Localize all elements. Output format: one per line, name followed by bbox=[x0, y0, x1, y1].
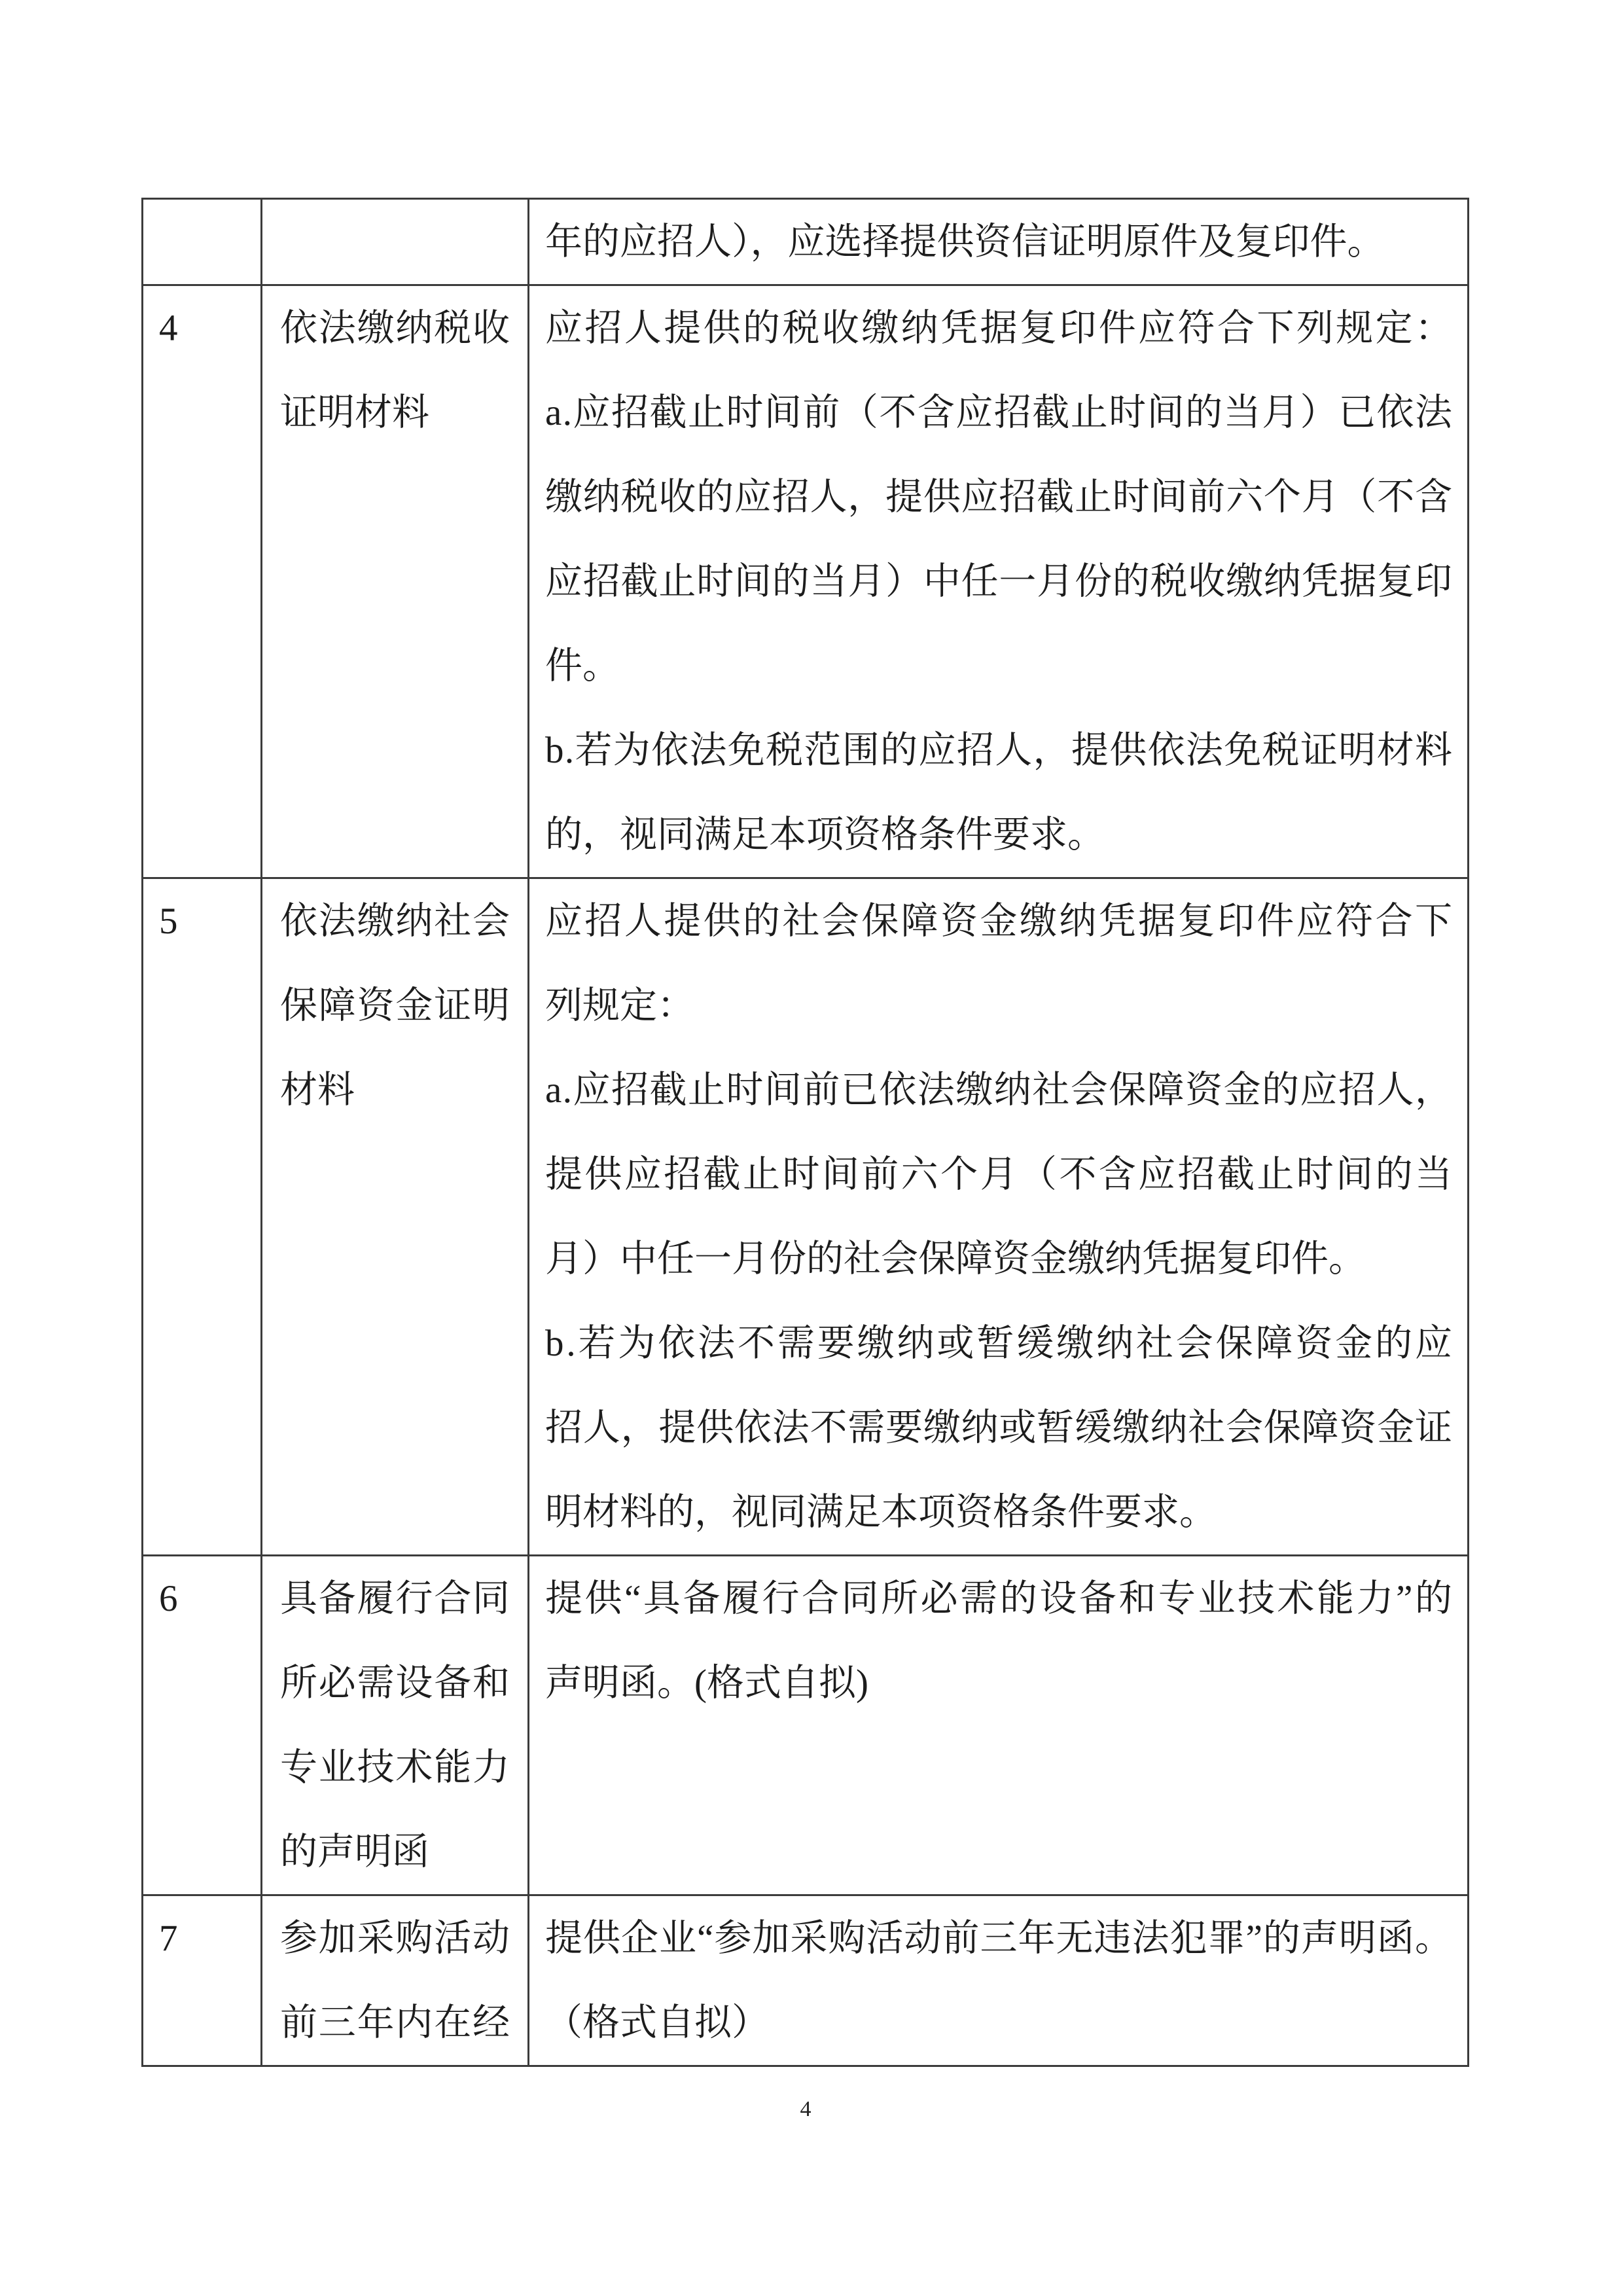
item-line: 具备履行合同 bbox=[280, 1578, 511, 1619]
requirement-line: 的，视同满足本项资格条件要求。 bbox=[545, 814, 1105, 855]
requirement-cell bbox=[529, 1556, 1469, 1895]
requirement-line: b.若为依法不需要缴纳或暂缓缴纳社会保障资金的应 bbox=[545, 1323, 1455, 1364]
item-cell bbox=[262, 1895, 529, 2066]
item-cell bbox=[262, 199, 529, 285]
requirement-paragraph bbox=[545, 370, 1452, 708]
item-cell bbox=[262, 878, 529, 1556]
requirement-paragraph bbox=[545, 708, 1452, 877]
requirement-paragraph bbox=[545, 879, 1455, 1048]
requirement-line: a.应招截止时间前（不含应招截止时间的当月）已依法 bbox=[545, 392, 1454, 433]
item-line: 依法缴纳税收 bbox=[280, 308, 511, 349]
requirement-line: b.若为依法免税范围的应招人，提供依法免税证明材料 bbox=[545, 730, 1454, 771]
page-number: 4 bbox=[800, 2097, 812, 2121]
requirement-line: 提供“具备履行合同所必需的设备和专业技术能力”的 bbox=[545, 1578, 1455, 1619]
requirement-line: 应招人提供的税收缴纳凭据复印件应符合下列规定： bbox=[545, 308, 1455, 349]
row-number-cell bbox=[143, 199, 262, 285]
row-number: 5 bbox=[159, 901, 178, 942]
requirement-paragraph bbox=[545, 1301, 1455, 1554]
item-line: 材料 bbox=[280, 1069, 355, 1111]
row-number: 4 bbox=[159, 308, 178, 349]
requirement-line: 声明函。(格式自拟) bbox=[545, 1662, 868, 1704]
requirement-line: 应招人提供的社会保障资金缴纳凭据复印件应符合下 bbox=[545, 901, 1455, 942]
requirement-line: 明材料的，视同满足本项资格条件要求。 bbox=[545, 1492, 1217, 1533]
table-row bbox=[143, 199, 1469, 285]
row-number-cell bbox=[143, 1556, 262, 1895]
requirement-line: （格式自拟） bbox=[545, 2002, 769, 2043]
requirement-line: 月）中任一月份的社会保障资金缴纳凭据复印件。 bbox=[545, 1238, 1366, 1280]
table-row bbox=[143, 1556, 1469, 1895]
table-row bbox=[143, 1895, 1469, 2066]
requirement-line: 年的应招人），应选择提供资信证明原件及复印件。 bbox=[545, 221, 1385, 262]
row-number: 7 bbox=[159, 1918, 178, 1959]
item-line: 保障资金证明 bbox=[280, 985, 511, 1026]
requirement-line: 提供应招截止时间前六个月（不含应招截止时间的当 bbox=[545, 1154, 1455, 1195]
requirement-paragraph bbox=[545, 200, 1452, 284]
requirement-line: 列规定： bbox=[545, 985, 694, 1026]
row-number-cell bbox=[143, 1895, 262, 2066]
requirement-cell bbox=[529, 285, 1469, 878]
row-number-cell bbox=[143, 285, 262, 878]
item-line: 前三年内在经 bbox=[280, 2002, 511, 2043]
requirement-cell bbox=[529, 1895, 1469, 2066]
table-row bbox=[143, 285, 1469, 878]
item-line: 参加采购活动 bbox=[280, 1918, 511, 1959]
item-cell bbox=[262, 1556, 529, 1895]
requirement-paragraph bbox=[545, 1896, 1452, 2065]
requirement-paragraph bbox=[545, 1048, 1455, 1301]
item-line: 证明材料 bbox=[280, 392, 429, 433]
requirement-line: 件。 bbox=[545, 645, 620, 687]
row-number: 6 bbox=[159, 1578, 178, 1619]
requirement-line: 缴纳税收的应招人，提供应招截止时间前六个月（不含 bbox=[545, 476, 1453, 518]
item-line: 专业技术能力 bbox=[280, 1747, 511, 1788]
requirement-line: a.应招截止时间前已依法缴纳社会保障资金的应招人， bbox=[545, 1069, 1454, 1111]
requirement-cell bbox=[529, 878, 1469, 1556]
item-line: 依法缴纳社会 bbox=[280, 901, 511, 942]
requirements-table bbox=[141, 198, 1469, 2067]
row-number-cell bbox=[143, 878, 262, 1556]
requirement-line: 招人，提供依法不需要缴纳或暂缓缴纳社会保障资金证 bbox=[545, 1407, 1453, 1448]
table-row bbox=[143, 878, 1469, 1556]
requirement-cell bbox=[529, 199, 1469, 285]
item-cell bbox=[262, 285, 529, 878]
item-line: 的声明函 bbox=[280, 1831, 429, 1873]
requirement-line: 提供企业“参加采购活动前三年无违法犯罪”的声明函。 bbox=[545, 1918, 1454, 1959]
item-line: 所必需设备和 bbox=[280, 1662, 511, 1704]
requirement-paragraph bbox=[545, 1556, 1455, 1725]
requirement-paragraph bbox=[545, 286, 1455, 370]
requirement-line: 应招截止时间的当月）中任一月份的税收缴纳凭据复印 bbox=[545, 561, 1453, 602]
